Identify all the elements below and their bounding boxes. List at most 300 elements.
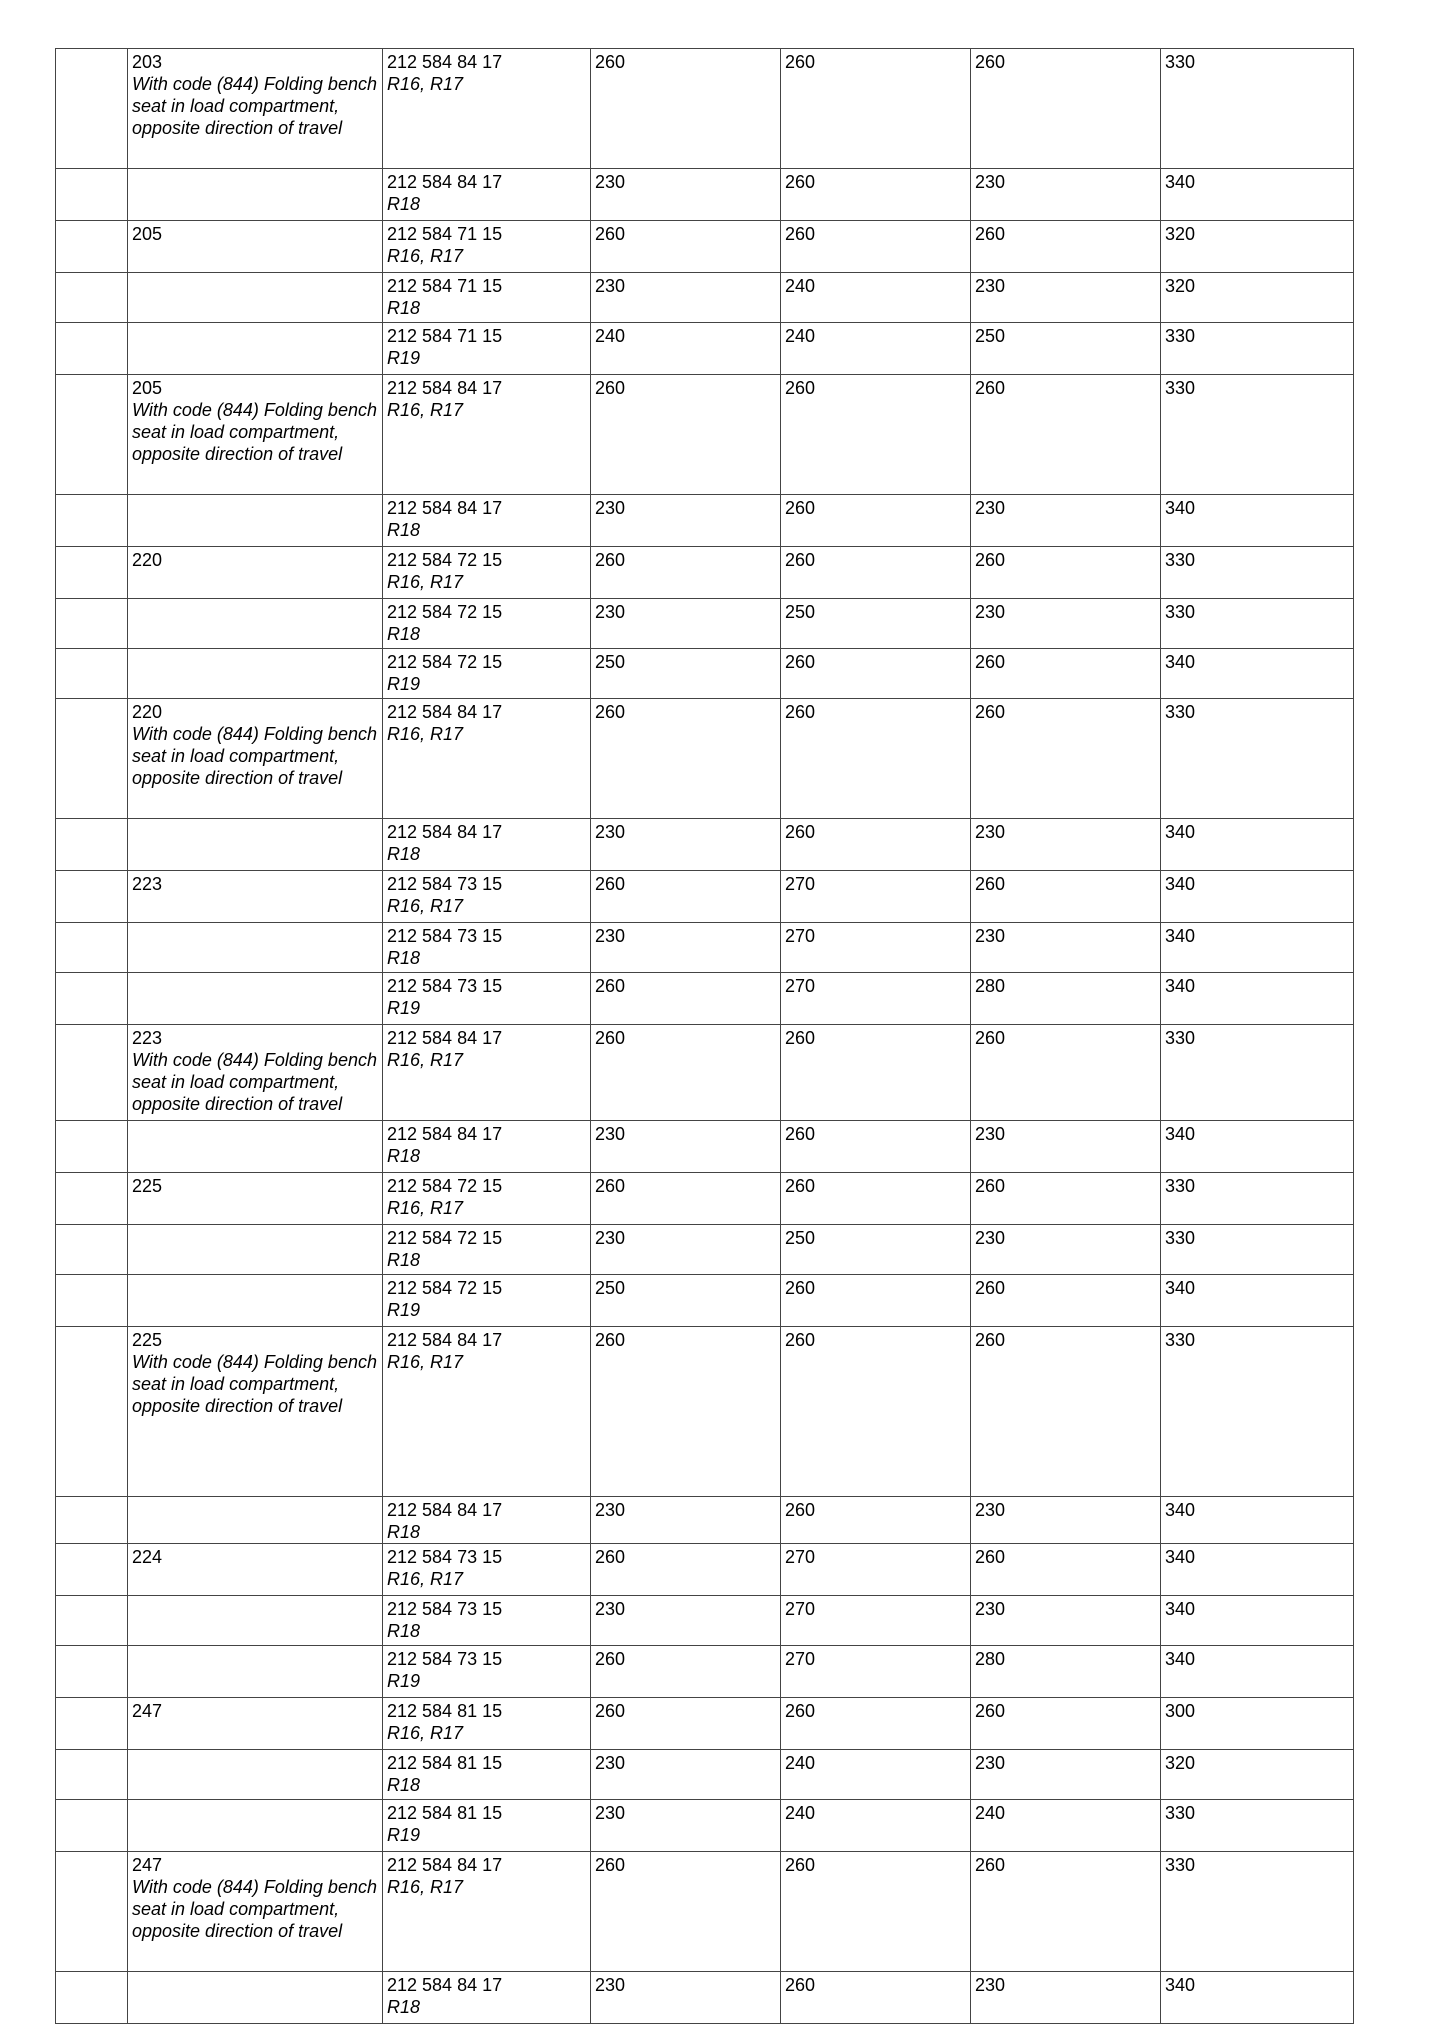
value-cell-3: 230 [971,1972,1161,2024]
table-row [56,323,1354,375]
part-number: 212 584 84 17 [387,498,503,518]
model-cell [128,1025,383,1121]
ratio-code: R16, R17 [387,74,464,94]
value-cell-3: 250 [971,323,1161,375]
model-note: With code (844) Folding bench seat in load compartment, opposite direction of travel [132,400,377,464]
ratio-code: R16, R17 [387,724,464,744]
value-cell-2: 260 [781,649,971,699]
blank-cell [56,1225,128,1275]
blank-cell [56,973,128,1025]
model-cell [128,1698,383,1750]
value-cell-2: 260 [781,1497,971,1544]
ratio-code: R18 [387,1997,421,2017]
part-cell [383,1800,591,1852]
value-cell-2: 270 [781,923,971,973]
part-number: 212 584 81 15 [387,1803,503,1823]
value-cell-2: 260 [781,1025,971,1121]
model-cell [128,649,383,699]
value-cell-3: 260 [971,49,1161,169]
value-cell-1: 230 [591,1497,781,1544]
blank-cell [56,649,128,699]
part-number: 212 584 71 15 [387,326,503,346]
part-cell [383,1121,591,1173]
model-number: 247 [132,1855,163,1875]
part-number: 212 584 72 15 [387,652,503,672]
value-cell-2: 270 [781,1596,971,1646]
part-cell [383,1646,591,1698]
part-number: 212 584 73 15 [387,1599,503,1619]
model-cell [128,1852,383,1972]
table-row [56,1544,1354,1596]
table-row [56,649,1354,699]
part-cell [383,495,591,547]
part-number: 212 584 81 15 [387,1753,503,1773]
model-cell [128,1327,383,1497]
value-cell-2: 260 [781,221,971,273]
value-cell-4: 330 [1161,1852,1354,1972]
part-number: 212 584 84 17 [387,1124,503,1144]
ratio-code: R18 [387,1146,421,1166]
part-number: 212 584 72 15 [387,1176,503,1196]
part-cell [383,1225,591,1275]
blank-cell [56,923,128,973]
part-number: 212 584 84 17 [387,1028,503,1048]
value-cell-4: 340 [1161,1497,1354,1544]
part-number: 212 584 71 15 [387,224,503,244]
ratio-code: R19 [387,1300,421,1320]
table-row [56,1852,1354,1972]
model-cell [128,375,383,495]
part-cell [383,1596,591,1646]
value-cell-2: 260 [781,1121,971,1173]
value-cell-2: 260 [781,699,971,819]
value-cell-4: 330 [1161,375,1354,495]
part-cell [383,1750,591,1800]
value-cell-3: 260 [971,1852,1161,1972]
table-row [56,1275,1354,1327]
model-note: With code (844) Folding bench seat in load compartment, opposite direction of travel [132,1352,377,1416]
model-number: 223 [132,874,163,894]
value-cell-1: 230 [591,819,781,871]
value-cell-4: 320 [1161,1750,1354,1800]
blank-cell [56,1972,128,2024]
part-cell [383,1497,591,1544]
ratio-code: R18 [387,298,421,318]
value-cell-4: 340 [1161,1972,1354,2024]
part-cell [383,1275,591,1327]
value-cell-4: 330 [1161,1025,1354,1121]
model-number: 223 [132,1028,163,1048]
table-row [56,699,1354,819]
ratio-code: R18 [387,948,421,968]
value-cell-1: 260 [591,1646,781,1698]
model-cell [128,973,383,1025]
model-cell [128,1121,383,1173]
model-cell [128,1497,383,1544]
table-row [56,221,1354,273]
value-cell-2: 260 [781,375,971,495]
ratio-code: R16, R17 [387,246,464,266]
value-cell-4: 330 [1161,1225,1354,1275]
part-cell [383,599,591,649]
part-number: 212 584 84 17 [387,822,503,842]
model-cell [128,699,383,819]
table-row [56,1698,1354,1750]
model-cell [128,1225,383,1275]
table-row [56,1596,1354,1646]
ratio-code: R16, R17 [387,400,464,420]
value-cell-2: 260 [781,819,971,871]
ratio-code: R18 [387,1250,421,1270]
blank-cell [56,273,128,323]
table-row [56,49,1354,169]
value-cell-3: 260 [971,871,1161,923]
value-cell-3: 260 [971,1173,1161,1225]
value-cell-4: 330 [1161,1327,1354,1497]
part-number: 212 584 73 15 [387,926,503,946]
model-cell [128,819,383,871]
blank-cell [56,49,128,169]
value-cell-3: 260 [971,1025,1161,1121]
model-cell [128,495,383,547]
value-cell-4: 340 [1161,973,1354,1025]
value-cell-4: 340 [1161,819,1354,871]
ratio-code: R16, R17 [387,1352,464,1372]
value-cell-2: 270 [781,973,971,1025]
part-cell [383,1173,591,1225]
value-cell-4: 330 [1161,1173,1354,1225]
spring-spec-table [55,48,1354,2024]
model-note: With code (844) Folding bench seat in load compartment, opposite direction of travel [132,1877,377,1941]
value-cell-1: 230 [591,599,781,649]
part-number: 212 584 73 15 [387,1649,503,1669]
part-cell [383,649,591,699]
value-cell-1: 230 [591,1596,781,1646]
blank-cell [56,1173,128,1225]
value-cell-1: 260 [591,871,781,923]
value-cell-3: 260 [971,1275,1161,1327]
blank-cell [56,1750,128,1800]
model-number: 225 [132,1330,163,1350]
value-cell-1: 230 [591,1800,781,1852]
part-cell [383,923,591,973]
value-cell-4: 300 [1161,1698,1354,1750]
table-row [56,547,1354,599]
model-cell [128,871,383,923]
value-cell-4: 340 [1161,923,1354,973]
value-cell-1: 230 [591,273,781,323]
ratio-code: R19 [387,348,421,368]
ratio-code: R18 [387,1775,421,1795]
part-number: 212 584 84 17 [387,52,503,72]
part-cell [383,169,591,221]
value-cell-3: 260 [971,375,1161,495]
value-cell-3: 260 [971,1698,1161,1750]
value-cell-4: 340 [1161,1121,1354,1173]
value-cell-2: 260 [781,547,971,599]
value-cell-2: 260 [781,1275,971,1327]
value-cell-4: 340 [1161,649,1354,699]
blank-cell [56,547,128,599]
model-number: 205 [132,378,163,398]
table-row [56,1327,1354,1497]
model-cell [128,1750,383,1800]
model-cell [128,1275,383,1327]
ratio-code: R16, R17 [387,1877,464,1897]
model-number: 247 [132,1701,163,1721]
value-cell-1: 240 [591,323,781,375]
blank-cell [56,375,128,495]
blank-cell [56,1646,128,1698]
value-cell-4: 320 [1161,221,1354,273]
blank-cell [56,599,128,649]
ratio-code: R19 [387,674,421,694]
ratio-code: R18 [387,1621,421,1641]
model-cell [128,1800,383,1852]
model-cell [128,49,383,169]
part-cell [383,1698,591,1750]
part-number: 212 584 72 15 [387,550,503,570]
part-number: 212 584 84 17 [387,378,503,398]
value-cell-1: 260 [591,1698,781,1750]
part-cell [383,1852,591,1972]
ratio-code: R18 [387,520,421,540]
part-cell [383,1025,591,1121]
blank-cell [56,1852,128,1972]
table-row [56,495,1354,547]
model-note: With code (844) Folding bench seat in load compartment, opposite direction of travel [132,724,377,788]
value-cell-2: 260 [781,1173,971,1225]
value-cell-4: 330 [1161,699,1354,819]
value-cell-4: 340 [1161,169,1354,221]
model-note: With code (844) Folding bench seat in load compartment, opposite direction of travel [132,74,377,138]
table-row [56,1225,1354,1275]
table-row [56,871,1354,923]
model-cell [128,273,383,323]
blank-cell [56,871,128,923]
model-cell [128,547,383,599]
value-cell-1: 260 [591,1327,781,1497]
table-row [56,1121,1354,1173]
value-cell-2: 260 [781,1852,971,1972]
value-cell-4: 330 [1161,1800,1354,1852]
model-cell [128,1972,383,2024]
blank-cell [56,1544,128,1596]
value-cell-3: 260 [971,1327,1161,1497]
value-cell-1: 230 [591,495,781,547]
value-cell-1: 230 [591,1750,781,1800]
table-row [56,273,1354,323]
value-cell-2: 240 [781,1800,971,1852]
value-cell-3: 260 [971,221,1161,273]
value-cell-1: 230 [591,1972,781,2024]
part-cell [383,1544,591,1596]
part-number: 212 584 81 15 [387,1701,503,1721]
value-cell-1: 260 [591,699,781,819]
value-cell-2: 260 [781,495,971,547]
value-cell-3: 230 [971,1497,1161,1544]
value-cell-1: 230 [591,169,781,221]
model-cell [128,221,383,273]
ratio-code: R19 [387,1825,421,1845]
model-cell [128,1646,383,1698]
blank-cell [56,1800,128,1852]
ratio-code: R18 [387,1522,421,1542]
value-cell-3: 230 [971,819,1161,871]
ratio-code: R16, R17 [387,896,464,916]
part-cell [383,375,591,495]
value-cell-2: 270 [781,1646,971,1698]
value-cell-3: 230 [971,169,1161,221]
value-cell-4: 340 [1161,871,1354,923]
value-cell-1: 260 [591,1025,781,1121]
value-cell-4: 340 [1161,1544,1354,1596]
part-number: 212 584 71 15 [387,276,503,296]
part-number: 212 584 84 17 [387,1330,503,1350]
part-cell [383,273,591,323]
value-cell-3: 230 [971,1121,1161,1173]
table-row [56,375,1354,495]
table-row [56,1750,1354,1800]
model-cell [128,169,383,221]
model-number: 225 [132,1176,163,1196]
model-number: 224 [132,1547,163,1567]
value-cell-1: 250 [591,1275,781,1327]
model-number: 220 [132,702,163,722]
value-cell-3: 230 [971,599,1161,649]
value-cell-3: 260 [971,547,1161,599]
value-cell-1: 260 [591,973,781,1025]
model-cell [128,1173,383,1225]
model-note: With code (844) Folding bench seat in load compartment, opposite direction of travel [132,1050,377,1114]
table-row [56,1800,1354,1852]
value-cell-1: 230 [591,923,781,973]
table-row [56,1173,1354,1225]
part-cell [383,49,591,169]
model-cell [128,1596,383,1646]
value-cell-4: 340 [1161,1596,1354,1646]
part-number: 212 584 73 15 [387,874,503,894]
value-cell-2: 260 [781,169,971,221]
model-cell [128,599,383,649]
blank-cell [56,169,128,221]
part-number: 212 584 72 15 [387,1278,503,1298]
blank-cell [56,495,128,547]
value-cell-2: 250 [781,599,971,649]
value-cell-1: 260 [591,1173,781,1225]
value-cell-4: 320 [1161,273,1354,323]
ratio-code: R18 [387,844,421,864]
value-cell-4: 330 [1161,547,1354,599]
value-cell-1: 260 [591,547,781,599]
value-cell-2: 270 [781,871,971,923]
table-row [56,599,1354,649]
value-cell-2: 260 [781,1972,971,2024]
part-cell [383,871,591,923]
part-number: 212 584 73 15 [387,1547,503,1567]
value-cell-2: 260 [781,1698,971,1750]
value-cell-3: 230 [971,1596,1161,1646]
part-number: 212 584 84 17 [387,702,503,722]
part-cell [383,221,591,273]
value-cell-3: 230 [971,1750,1161,1800]
blank-cell [56,1497,128,1544]
value-cell-2: 240 [781,1750,971,1800]
table-row [56,1025,1354,1121]
value-cell-1: 230 [591,1225,781,1275]
value-cell-4: 330 [1161,323,1354,375]
value-cell-1: 250 [591,649,781,699]
part-cell [383,547,591,599]
table-row [56,169,1354,221]
value-cell-4: 330 [1161,49,1354,169]
ratio-code: R18 [387,624,421,644]
ratio-code: R19 [387,998,421,1018]
table-row [56,923,1354,973]
value-cell-3: 230 [971,923,1161,973]
part-number: 212 584 72 15 [387,602,503,622]
blank-cell [56,1025,128,1121]
model-number: 203 [132,52,163,72]
value-cell-1: 260 [591,49,781,169]
part-cell [383,1327,591,1497]
ratio-code: R16, R17 [387,1050,464,1070]
part-number: 212 584 84 17 [387,1975,503,1995]
part-number: 212 584 73 15 [387,976,503,996]
ratio-code: R18 [387,194,421,214]
value-cell-4: 340 [1161,1275,1354,1327]
value-cell-1: 260 [591,221,781,273]
table-row [56,819,1354,871]
table-row [56,1646,1354,1698]
value-cell-4: 330 [1161,599,1354,649]
blank-cell [56,699,128,819]
value-cell-3: 260 [971,699,1161,819]
value-cell-4: 340 [1161,1646,1354,1698]
part-cell [383,973,591,1025]
value-cell-4: 340 [1161,495,1354,547]
value-cell-2: 260 [781,49,971,169]
part-cell [383,1972,591,2024]
value-cell-3: 240 [971,1800,1161,1852]
part-cell [383,699,591,819]
blank-cell [56,1121,128,1173]
blank-cell [56,819,128,871]
model-number: 205 [132,224,163,244]
value-cell-1: 260 [591,375,781,495]
blank-cell [56,1698,128,1750]
table-row [56,973,1354,1025]
value-cell-3: 260 [971,1544,1161,1596]
value-cell-2: 240 [781,323,971,375]
value-cell-3: 280 [971,973,1161,1025]
part-number: 212 584 72 15 [387,1228,503,1248]
blank-cell [56,1275,128,1327]
value-cell-3: 230 [971,1225,1161,1275]
table-row [56,1497,1354,1544]
blank-cell [56,221,128,273]
ratio-code: R16, R17 [387,1569,464,1589]
value-cell-3: 280 [971,1646,1161,1698]
ratio-code: R16, R17 [387,572,464,592]
value-cell-1: 260 [591,1544,781,1596]
value-cell-2: 260 [781,1327,971,1497]
value-cell-3: 230 [971,495,1161,547]
value-cell-1: 230 [591,1121,781,1173]
value-cell-2: 270 [781,1544,971,1596]
part-cell [383,819,591,871]
model-cell [128,1544,383,1596]
